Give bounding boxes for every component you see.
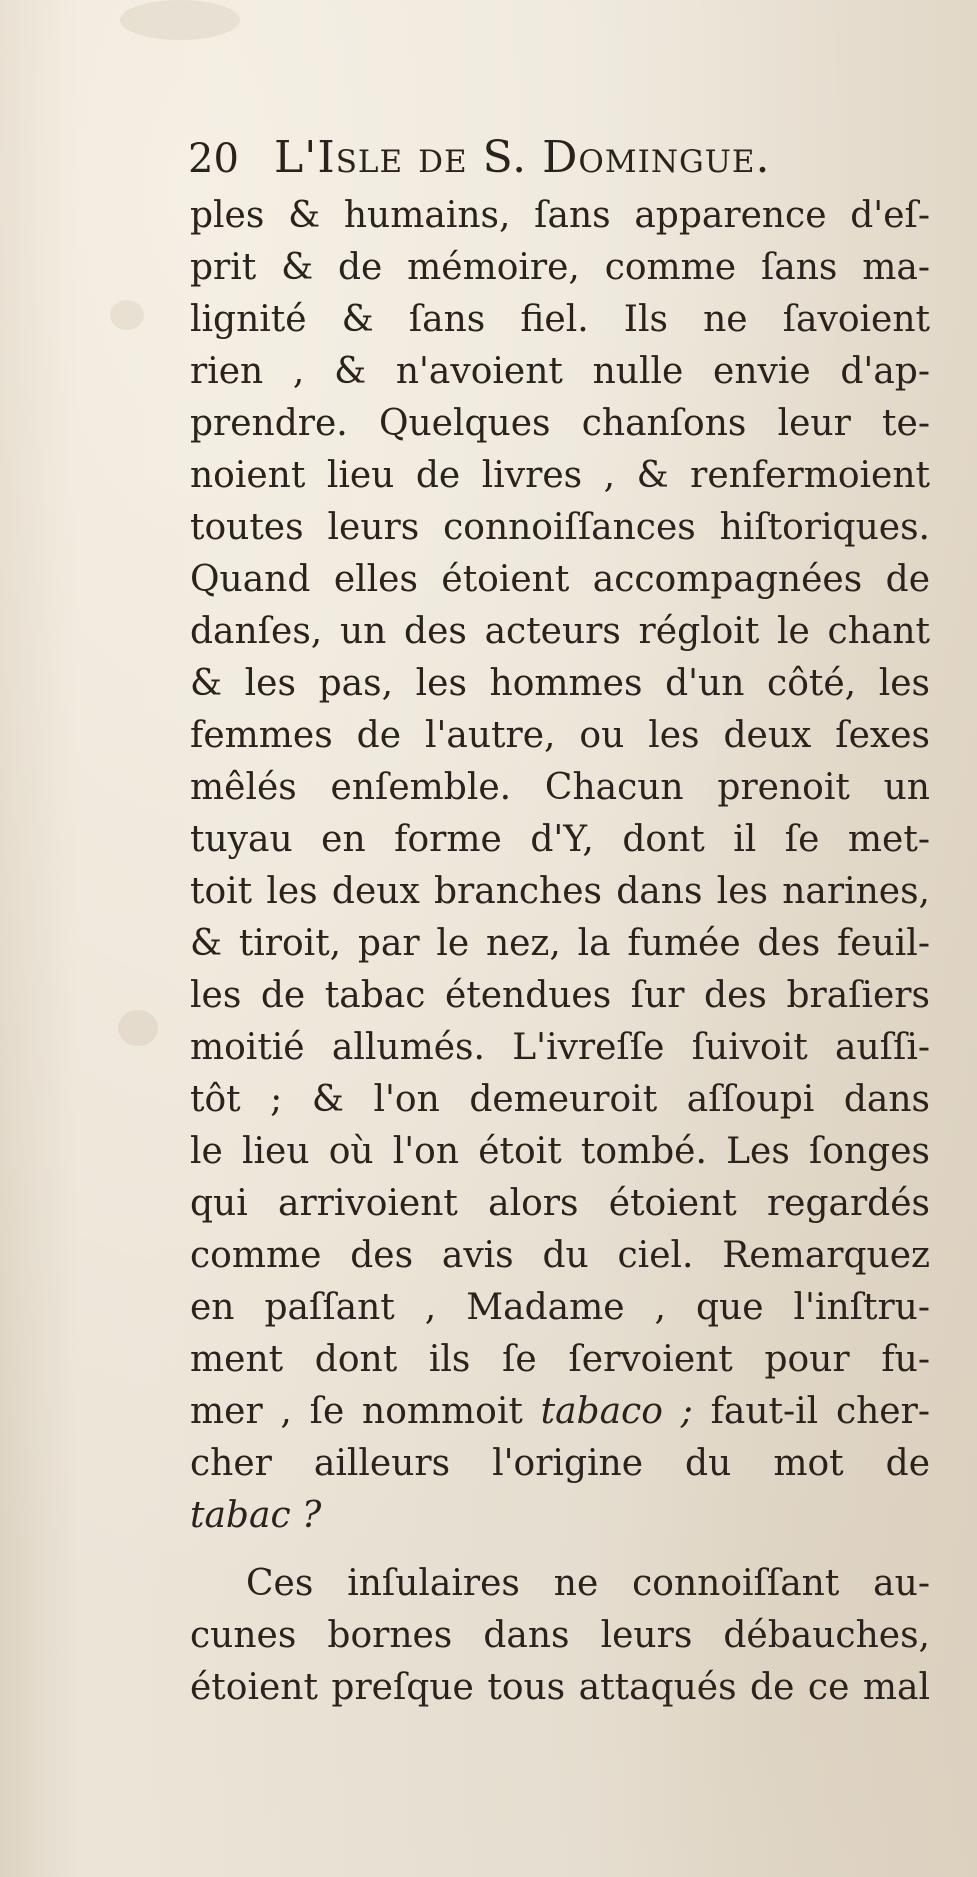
paragraph-start-line: Ces inſulaires ne connoiſſant au- — [246, 1563, 930, 1604]
text-line: en paſſant , Madame , que l'inſtru- — [190, 1287, 930, 1328]
text-line: le lieu où l'on étoit tombé. Les ſonges — [190, 1131, 930, 1172]
paper-stain — [118, 1010, 158, 1046]
italic-word-tabac: tabac ? — [190, 1495, 322, 1536]
text-line: prendre. Quelques chanſons leur te- — [190, 403, 930, 444]
text-line: toutes leurs connoiſſances hiſtoriques. — [190, 507, 930, 548]
text-line — [190, 1490, 930, 1542]
text-line: toit les deux branches dans les narines, — [190, 871, 930, 912]
text-line: comme des avis du ciel. Remarquez — [190, 1235, 930, 1276]
text-line: & tiroit, par le nez, la fumée des feuil- — [190, 923, 930, 964]
text-line: rien , & n'avoient nulle envie d'ap- — [190, 351, 930, 392]
text-line: noient lieu de livres , & renfermoient — [190, 455, 930, 496]
paper-stain — [110, 300, 144, 330]
text-line: mêlés enſemble. Chacun prenoit un — [190, 767, 930, 808]
text-line: cunes bornes dans leurs débauches, — [190, 1615, 930, 1656]
text-segment: mer , ſe nommoit — [190, 1391, 523, 1432]
text-line: tuyau en forme d'Y, dont il ſe met- — [190, 819, 930, 860]
text-line: moitié allumés. L'ivreſſe ſuivoit auſſi- — [190, 1027, 930, 1068]
text-line: étoient preſque tous attaqués de ce mal — [190, 1667, 930, 1708]
page-header — [188, 128, 948, 186]
text-line: les de tabac étendues ſur des braſiers — [190, 975, 930, 1016]
text-line: qui arrivoient alors étoient regardés — [190, 1183, 930, 1224]
page-number: 20 — [188, 136, 239, 182]
text-line: ples & humains, ſans apparence d'eſ- — [190, 195, 930, 236]
text-line — [190, 1386, 930, 1438]
text-line: prit & de mémoire, comme ſans ma- — [190, 247, 930, 288]
running-title: L'Isle de S. Domingue. — [274, 132, 771, 183]
paper-stain — [120, 0, 240, 40]
text-line: femmes de l'autre, ou les deux ſexes — [190, 715, 930, 756]
text-line: lignité & ſans fiel. Ils ne ſavoient — [190, 299, 930, 340]
text-line: & les pas, les hommes d'un côté, les — [190, 663, 930, 704]
text-line: Quand elles étoient accompagnées de — [190, 559, 930, 600]
italic-word-tabaco: tabaco ; — [540, 1391, 693, 1432]
text-line: ment dont ils ſe ſervoient pour fu- — [190, 1339, 930, 1380]
text-line: tôt ; & l'on demeuroit aſſoupi dans — [190, 1079, 930, 1120]
text-line: danſes, un des acteurs régloit le chant — [190, 611, 930, 652]
text-segment: faut-il cher- — [710, 1391, 930, 1432]
text-line: cher ailleurs l'origine du mot de — [190, 1443, 930, 1484]
